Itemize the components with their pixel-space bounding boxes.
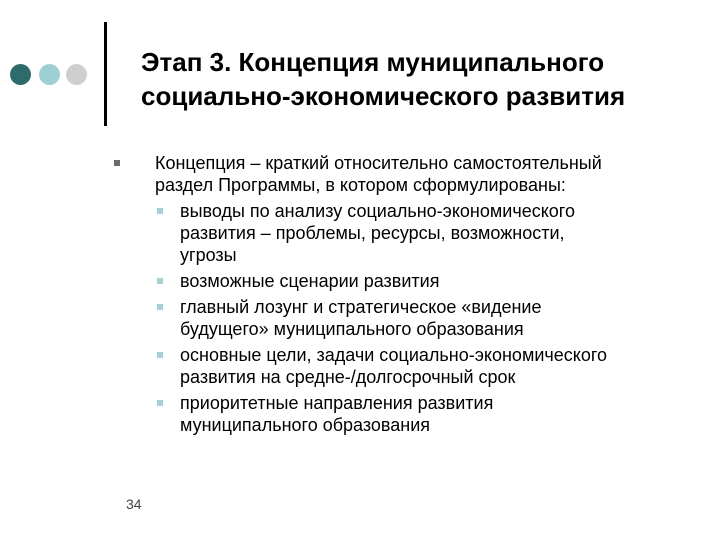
- bullet-text-line: Концепция – краткий относительно самостоятельный: [155, 153, 602, 173]
- bullet-text-line: муниципального образования: [180, 415, 431, 435]
- decor-dot-icon: [66, 64, 87, 85]
- bullet-text-line: приоритетные направления развития: [180, 393, 494, 413]
- square-bullet-icon: [157, 400, 163, 406]
- sub-bullet-item: [0, 200, 720, 266]
- square-bullet-icon: [157, 278, 163, 284]
- sub-bullet-item: [0, 344, 720, 388]
- vertical-divider: [104, 22, 107, 126]
- page-number: 34: [126, 496, 142, 512]
- sub-bullet-item: [0, 296, 720, 340]
- square-bullet-icon: [157, 208, 163, 214]
- slide-title-line: социально-экономического развития: [141, 81, 626, 111]
- bullet-list: [0, 152, 720, 436]
- bullet-text-line: угрозы: [180, 245, 237, 265]
- sub-bullet-item: [0, 270, 720, 292]
- slide-title-line: Этап 3. Концепция муниципального: [141, 47, 605, 77]
- bullet-text-line: главный лозунг и стратегическое «видение: [180, 297, 542, 317]
- decor-dot-icon: [39, 64, 60, 85]
- square-bullet-icon: [157, 352, 163, 358]
- bullet-text-line: раздел Программы, в котором сформулированы:: [155, 175, 566, 195]
- square-bullet-icon: [157, 304, 163, 310]
- square-bullet-icon: [114, 160, 120, 166]
- bullet-text-line: развития на средне-/долгосрочный срок: [180, 367, 516, 387]
- bullet-text-line: основные цели, задачи социально-экономического: [180, 345, 608, 365]
- bullet-text-line: выводы по анализу социально-экономического: [180, 201, 575, 221]
- decor-dot-icon: [10, 64, 31, 85]
- bullet-item: [0, 152, 720, 196]
- bullet-text-line: возможные сценарии развития: [180, 271, 440, 291]
- sub-bullet-item: [0, 392, 720, 436]
- slide-title: [141, 45, 701, 113]
- bullet-text-line: будущего» муниципального образования: [180, 319, 524, 339]
- bullet-text-line: развития – проблемы, ресурсы, возможности,: [180, 223, 565, 243]
